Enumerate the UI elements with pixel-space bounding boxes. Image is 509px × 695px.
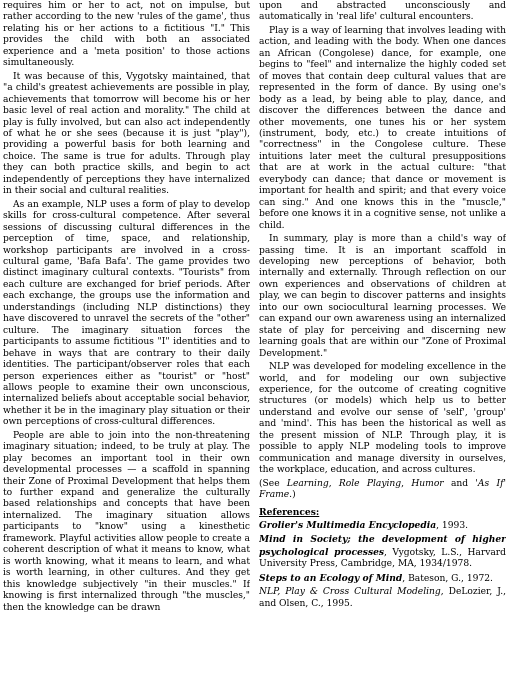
left-column (3, 1, 250, 616)
reference-title: Mind in Society; the development of higher psychological processes (259, 534, 506, 558)
paragraph: As an example, NLP uses a form of play to develop skills for cross-cultural competence. After several sessions of discussing cultural differences in the perception of time, space, and relationship, workshop participants are involved in a cross-cultural game, 'Bafa Bafa'. The game provides two distinct imaginary cultural contexts. "Tourists" from each culture are exchanged for brief periods. After each exchange, the groups use the information and understandings (including NLP distinctions) they have discovered to unravel the secrets of the "other" culture. The imaginary situation forces the participants to assume fictitious "I" identities and to behave in ways that are contrary to their daily identities. The participant/observer roles that each person experiences either as "tourist" or "host" allows people to examine their own unconscious, internalized beliefs about acceptable social behavior, whether it be in the imaginary play situation or their own perceptions of cross-cultural differences. (3, 199, 250, 428)
paragraph: Play is a way of learning that involves leading with action, and leading with the body. When one dances an African (Congolese) dance, for example, one begins to "feel" and internalize the highly coded set of moves that contain deep cultural values that are represented in the form of dance. By using one's body as a lead, by being able to play, dance, and discover the differences between the dance and other movements, one tunes his or her system (instrument, body, etc.) to create intuitions of "correctness" in the Congolese culture. These intuitions later meet the cultural presuppositions that are at work in the actual culture: "that everybody can dance; that dance or movement is important for health and spirit; and that every voice can sing." And one knows this in the "muscle," before one knows it in a cognitive sense, not unlike a child. (259, 25, 506, 231)
paragraph: People are able to join into the non-threatening imaginary situation; indeed, to be truly at play. The play becomes an important tool in their own developmental processes — a scaffold in spanning their Zone of Proximal Development that helps them to further expand and generalize the culturally based relationships and concepts that have been internalized. The imaginary situation allows participants to "know" using a kinesthetic framework. Playful activities allow people to create a coherent description of what it means to know, what is worth knowing, what it means to learn, and what is worth learning, in other cultures. And they get this knowledge subjectively "in their muscles." If knowing is first internalized through "the muscles," then the knowledge can be drawn (3, 430, 250, 613)
two-column-layout (3, 1, 506, 695)
paragraph: It was because of this, Vygotsky maintained, that "a child's greatest achievements are possible in play, achievements that tomorrow will become his or her basic level of real action and morality." The child at play is fully involved, but can also act independently of what he or she sees (because it is just "play"), providing a powerful basis for both learning and choice. The same is true for adults. Through play they can both practice skills, and begin to act independently of perceptions they have internalized in their social and cultural realities. (3, 71, 250, 197)
paragraph: NLP was developed for modeling excellence in the world, and for modeling our own subjective experience, for the outcome of creating cognitive structures (or models) which help us to better understand and evolve our sense of 'self', 'group' and 'mind'. This has been the historical as well as the present mission of NLP. Through play, it is possible to apply NLP modeling tools to improve communication and manage diversity in ourselves, the workplace, education, and across cultures. (259, 362, 506, 476)
paragraph: upon and abstracted unconsciously and automatically in 'real life' cultural encounters. (259, 1, 506, 23)
see-also-link: Role Playing (338, 478, 402, 489)
reference-title: NLP, Play & Cross Cultural Modeling (259, 587, 441, 598)
reference-item: Steps to an Ecology of Mind, Bateson, G., 1972. (259, 572, 493, 584)
reference-item: Mind in Society; the development of higher psychological processes, Vygotsky, L.S., Harvard University Press, Cambridge, MA, 1934/1978. (259, 534, 506, 570)
reference-item: NLP, Play & Cross Cultural Modeling, DeLozier, J., and Olsen, C., 1995. (259, 587, 506, 609)
reference-title: Steps to an Ecology of Mind (259, 572, 403, 584)
see-also: (See Learning, Role Playing, Humor and 'As If' Frame.) (259, 478, 506, 501)
references-heading: References: (259, 507, 320, 519)
reference-title: Grolier's Multimedia Encyclopedia (259, 519, 437, 531)
reference-item: Grolier's Multimedia Encyclopedia, 1993. (259, 519, 469, 531)
see-also-link: Humor (411, 478, 444, 489)
see-also-link: Learning (286, 478, 329, 489)
paragraph: In summary, play is more than a child's way of passing time. It is an important scaffold in developing new perceptions of behavior, both internally and externally. Through reflection on our own experiences and observations of children at play, we can begin to discover patterns and insights into our own sociocultural learning processes. We can expand our own awareness using an internalized state of play for perceiving and discerning new learning goals that are within our "Zone of Proximal Development." (259, 234, 506, 359)
paragraph: requires him or her to act, not on impulse, but rather according to the new 'rules of the game', thus relating his or her actions to a fictitious "I." This provides the child with both an associated experience and a 'meta position' to those actions simultaneously. (3, 1, 250, 69)
see-also-link: 'As If' Frame. (259, 478, 506, 501)
right-column (259, 1, 506, 612)
